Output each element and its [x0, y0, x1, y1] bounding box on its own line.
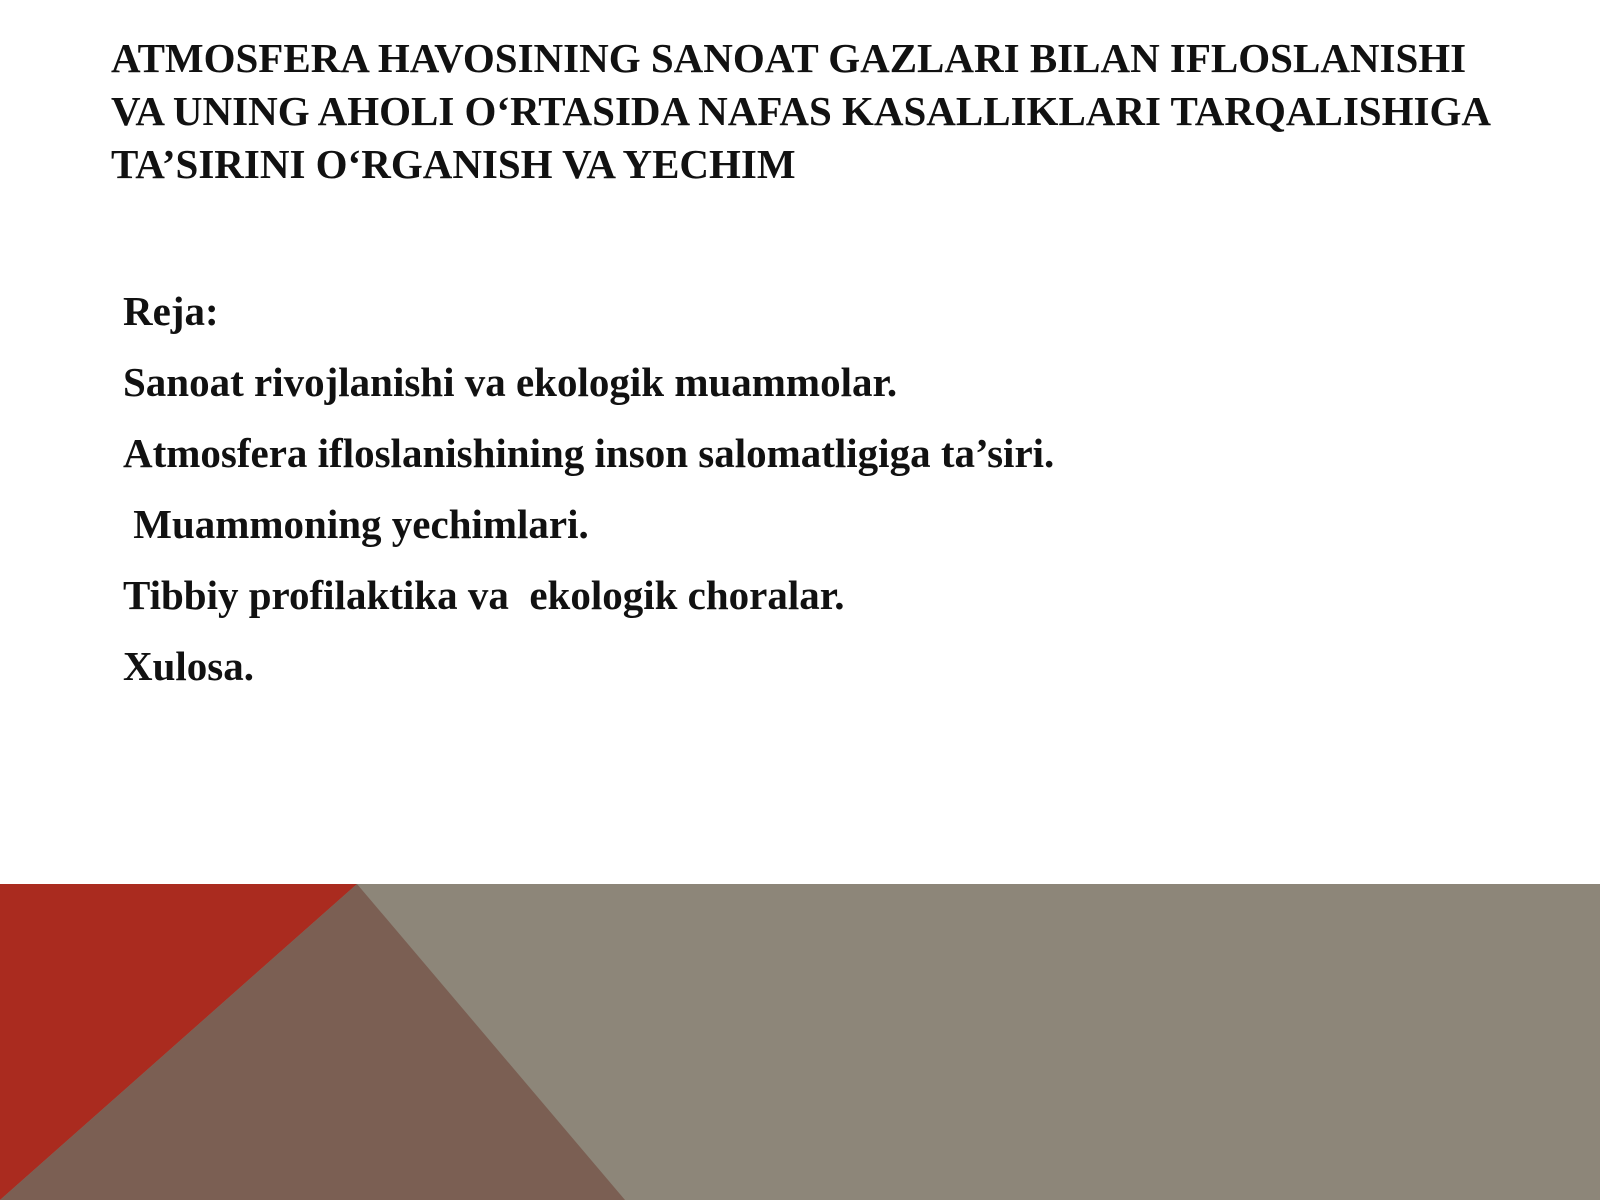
plan-item: Muammoning yechimlari. — [123, 501, 589, 547]
plan-item: Atmosfera ifloslanishining inson salomatligiga ta’siri. — [123, 430, 1055, 476]
slide-title: ATMOSFERA HAVOSINING SANOAT GAZLARI BILAN IFLOSLANISHI VA UNING AHOLI O‘RTASIDA NAFAS KASALLIKLARI TARQALISHIGA TA’SIRINI O‘RGANISH VA YECHIM — [111, 35, 1489, 187]
plan-item: Tibbiy profilaktika va ekologik choralar. — [123, 572, 845, 618]
slide-body — [123, 276, 1523, 702]
plan-item: Sanoat rivojlanishi va ekologik muammolar. — [123, 359, 898, 405]
decorative-bottom-band — [0, 884, 1600, 1200]
plan-item: Xulosa. — [123, 643, 255, 689]
plan-heading: Reja: — [123, 288, 219, 334]
